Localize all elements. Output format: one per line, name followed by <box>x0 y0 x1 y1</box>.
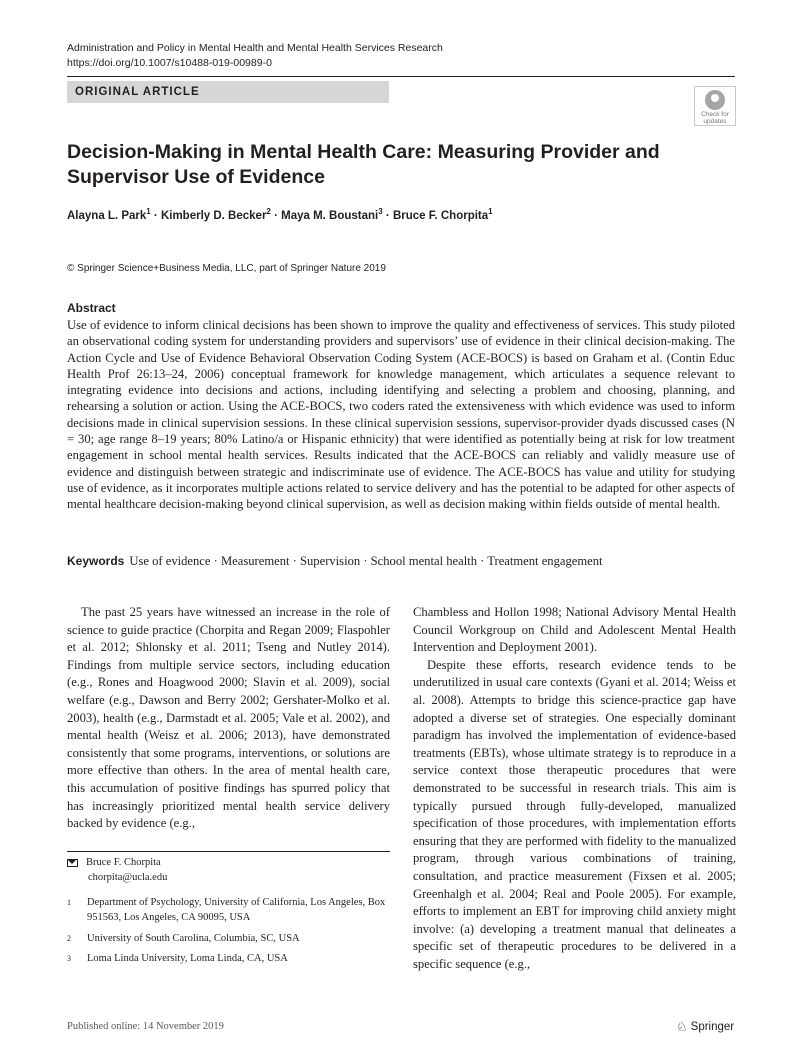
footnote-rule <box>67 851 390 852</box>
envelope-icon <box>67 859 78 867</box>
author-name[interactable]: Bruce F. Chorpita <box>392 209 489 222</box>
author-list: Alayna L. Park$^1$ · Kimberly D. Becker$^2$ · Maya M. Boustani$^3$ · Bruce F. Chorpita$^1$ <box>67 207 493 222</box>
journal-name: Administration and Policy in Mental Health and Mental Health Services Research <box>67 42 443 54</box>
keywords-list: Use of evidence · Measurement · Supervision · School mental health · Treatment engagement <box>129 554 603 568</box>
crossmark-icon <box>705 90 725 110</box>
copyright-notice: © Springer Science+Business Media, LLC, part of Springer Nature 2019 <box>67 263 386 274</box>
section-label: ORIGINAL ARTICLE <box>67 81 389 103</box>
body-column-left <box>67 604 390 833</box>
article-title: Decision-Making in Mental Health Care: Measuring Provider and Supervisor Use of Evidence <box>67 141 660 188</box>
corresponding-email[interactable]: chorpita@ucla.edu <box>88 871 168 883</box>
crossmark-label: Check for updates <box>701 111 729 125</box>
publisher-name: Springer <box>690 1021 735 1033</box>
corresponding-author <box>67 856 390 885</box>
header-rule <box>67 76 735 77</box>
publisher-logo <box>676 1019 734 1035</box>
author-name[interactable]: Maya M. Boustani <box>281 209 379 222</box>
keywords <box>67 554 735 569</box>
affiliation-3: 3 Loma Linda University, Loma Linda, CA, USA <box>67 953 288 964</box>
journal-header <box>67 41 443 71</box>
check-for-updates-badge[interactable] <box>694 86 736 126</box>
springer-horse-icon: ♘ <box>676 1019 688 1034</box>
body-column-right <box>413 604 736 973</box>
affiliation-1: 1 Department of Psychology, University of California, Los Angeles, Box 951563, Los Angeles, CA 90095, USA <box>67 897 386 923</box>
keywords-label: Keywords <box>67 554 125 568</box>
abstract-heading: Abstract <box>67 301 116 315</box>
doi-link[interactable]: https://doi.org/10.1007/s10488-019-00989-0 <box>67 57 272 69</box>
body-paragraph: The past 25 years have witnessed an increase in the role of science to guide practice (Chorpita and Regan 2009; Flaspohler et al. 2012; Shlonsky et al. 2011; Tseng and Nutley 2014). Findings from multiple service sectors, including education (e.g., Rones and Hoagwood 2000; Slavin et al. 2009), social welfare (e.g., Dawson and Berry 2002; Gershater-Molko et al. 2003), health (e.g., Darmstadt et al. 2005; Vale et al. 2002), and mental health (Weisz et al. 2006; 2013), have demonstrated consistently that some programs, interventions, or solutions are more effective than others. In the area of mental health care, this accumulation of positive findings has spurred policy that has increasingly prioritized mental health service delivery backed by evidence (e.g., <box>67 605 390 831</box>
author-name[interactable]: Kimberly D. Becker <box>160 209 267 222</box>
body-paragraph: Despite these efforts, research evidence tends to be underutilized in usual care contexts (Gyani et al. 2014; Weiss et al. 2008). Attempts to bridge this science-practice gap have adopted a diverse set of strategies. One especially dominant paradigm has involved the implementation of evidence-based treatments (EBTs), whose ultimate strategy is to reproduce in a service context those therapeutic procedures that were demonstrated to be successful in research trials. This aim is typically pursued through fully-developed, manualized specification of those procedures, with implementation efforts ensuring that they are performed with fidelity to the manualized program, through various combinations of training, consultation, and practice measurement (Fixsen et al. 2005; Greenhalgh et al. 2004; Real and Poole 2005). For example, efforts to implement an EBT for improving child anxiety might involve: (a) developing a treatment manual that delineates a specific set of therapeutic procedures to be delivered in a specific sequence (e.g., <box>413 657 736 971</box>
corresponding-name: Bruce F. Chorpita <box>86 857 161 868</box>
body-paragraph: Chambless and Hollon 1998; National Advisory Mental Health Council Workgroup on Child and Adolescent Mental Health Intervention and Deployment 2001). <box>413 605 736 655</box>
abstract-text: Use of evidence to inform clinical decisions has been shown to improve the quality and effectiveness of services. This study piloted an observational coding system for understanding providers and supervisors’ use of evidence in their clinical decision-making. The Action Cycle and Use of Evidence Behavioral Observation Coding System (ACE-BOCS) is based on Graham et al. (Contin Educ Health Prof 26:13–24, 2006) conceptual framework for knowledge management, which articulates a sequence relevant to integrating evidence into decisions and actions, including identifying and selecting a problem and choosing, planning, and rehearsing a solution or action. Using the ACE-BOCS, two coders rated the extensiveness with which evidence was used to inform decisions made in clinical supervision sessions. In these clinical supervision sessions, supervisor-provider dyads discussed cases (N = 30; age range 8–19 years; 80% Latino/a or Hispanic ethnicity) that were identified as potentially being at risk for low treatment engagement in school mental health services. Results indicated that the ACE-BOCS can reliably and validly measure use of evidence and distinguish between strategic and indiscriminate use of evidence. The ACE-BOCS has value and utility for studying use of evidence, as it incorporates multiple actions related to service delivery and has the potential to be adapted for other aspects of mental healthcare decision-making beyond clinical supervision, as well as decision making within fields outside of mental health. <box>67 318 735 512</box>
published-date: Published online: 14 November 2019 <box>67 1021 224 1032</box>
author-name[interactable]: Alayna L. Park <box>67 209 147 222</box>
affiliation-2: 2 University of South Carolina, Columbia, SC, USA <box>67 933 300 944</box>
